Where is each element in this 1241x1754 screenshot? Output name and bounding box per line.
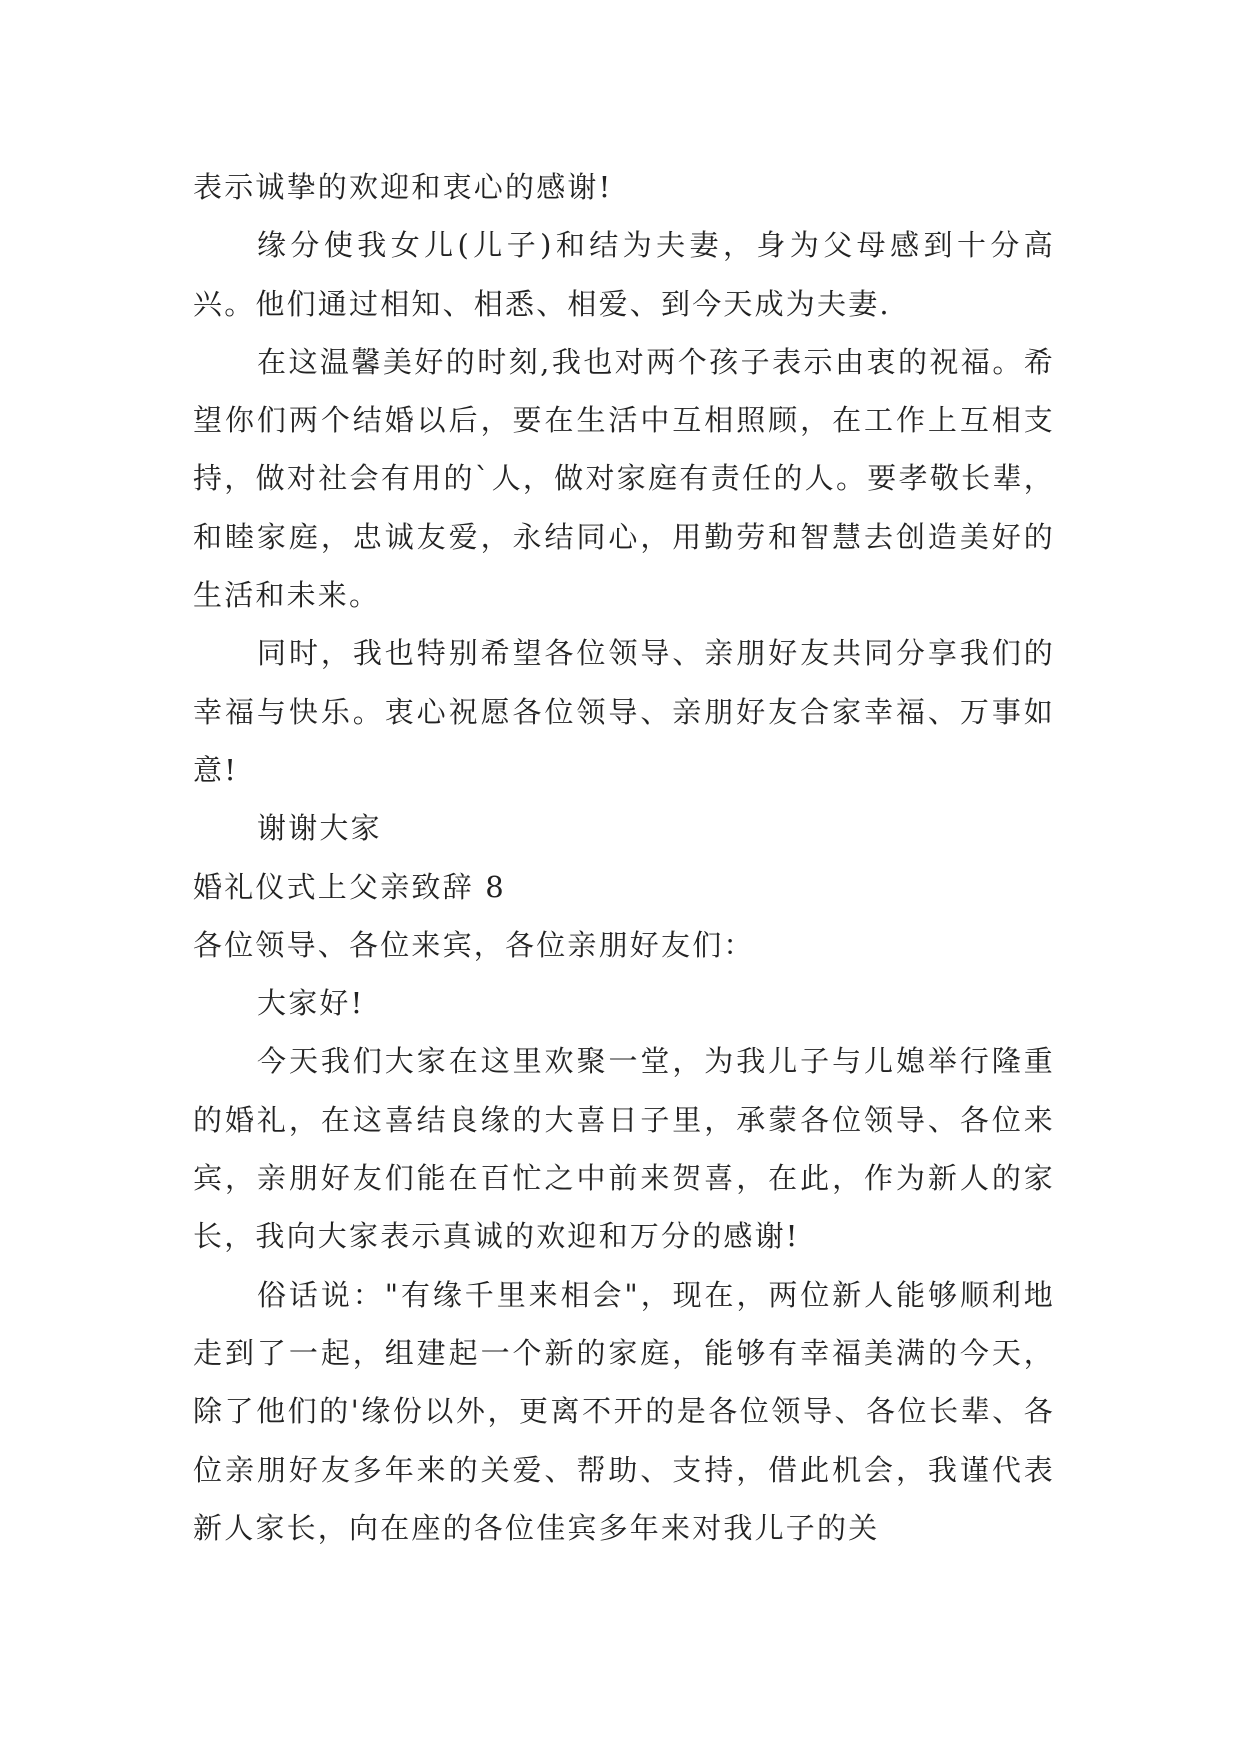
- paragraph-proverb: 俗话说："有缘千里来相会"，现在，两位新人能够顺利地走到了一起，组建起一个新的家庭，能够有幸福美满的今天，除了他们的'缘份以外，更离不开的是各位领导、各位长辈、各位亲朋好友多年来的关爱、帮助、支持，借此机会，我谨代表新人家长，向在座的各位佳宾多年来对我儿子的关: [193, 1277, 1055, 1545]
- paragraph-welcome: 今天我们大家在这里欢聚一堂，为我儿子与儿媳举行隆重的婚礼，在这喜结良缘的大喜日子里，承蒙各位领导、各位来宾，亲朋好友们能在百忙之中前来贺喜，在此，作为新人的家长，我向大家表示真诚的欢迎和万分的感谢!: [193, 1044, 1055, 1254]
- paragraph-thanks: 谢谢大家: [257, 811, 382, 846]
- paragraph-continuation: 表示诚挚的欢迎和衷心的感谢!: [193, 170, 613, 204]
- paragraph-blessing: 在这温馨美好的时刻,我也对两个孩子表示由衷的祝福。希望你们两个结婚以后，要在生活中互相照顾，在工作上互相支持，做对社会有用的`人，做对家庭有责任的人。要孝敬长辈，和睦家庭，忠诚友爱，永结同心，用勤劳和智慧去创造美好的生活和未来。: [193, 344, 1055, 613]
- paragraph-greeting: 大家好!: [257, 986, 365, 1021]
- document-page: [193, 158, 1055, 1557]
- paragraph-fate: 缘分使我女儿(儿子)和结为夫妻，身为父母感到十分高兴。他们通过相知、相悉、相爱、到今天成为夫妻.: [193, 228, 1055, 321]
- salutation: 各位领导、各位来宾，各位亲朋好友们：: [193, 927, 755, 962]
- section-title: 婚礼仪式上父亲致辞 8: [193, 869, 506, 904]
- paragraph-share-happiness: 同时，我也特别希望各位领导、亲朋好友共同分享我们的幸福与快乐。衷心祝愿各位领导、亲朋好友合家幸福、万事如意!: [193, 636, 1055, 787]
